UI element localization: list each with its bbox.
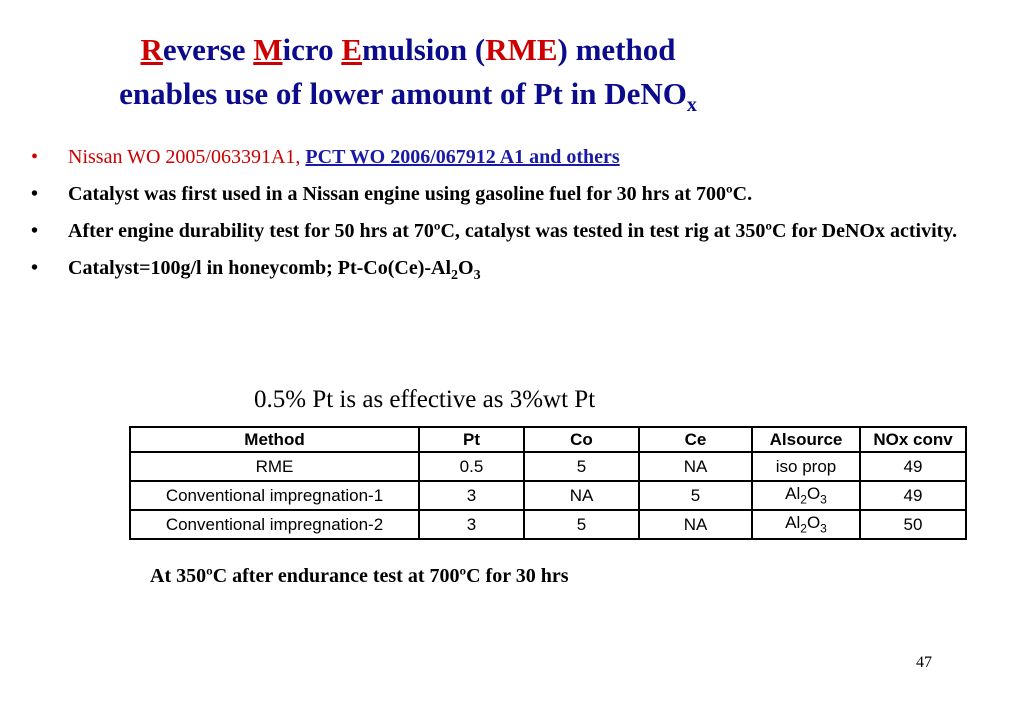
cell-pt: 3 xyxy=(419,481,524,510)
bullet-item: • After engine durability test for 50 hrs at 70ºC, catalyst was tested in test rig at 350ºC for DeNOx activity. xyxy=(31,216,971,247)
slide-title xyxy=(0,28,816,127)
cell-alsource: $Al_2O_3$ xyxy=(752,510,860,539)
bullet-item xyxy=(31,142,971,173)
table-row xyxy=(130,452,966,481)
title-line-1: Reverse Micro Emulsion (RME) method xyxy=(140,32,676,67)
title-line-2: enables use of lower amount of Pt in DeNO$_x$ xyxy=(119,76,697,117)
results-table xyxy=(129,426,967,540)
header-pt: Pt xyxy=(419,427,524,452)
table-header-row xyxy=(130,427,966,452)
cell-pt: 3 xyxy=(419,510,524,539)
cell-co: 5 xyxy=(524,452,639,481)
cell-nox-conv: 50 xyxy=(860,510,966,539)
cell-nox-conv: 49 xyxy=(860,481,966,510)
title-acronym: RME xyxy=(485,32,558,67)
cell-alsource: iso prop xyxy=(752,452,860,481)
header-nox-conv: NOx conv xyxy=(860,427,966,452)
header-co: Co xyxy=(524,427,639,452)
table-row xyxy=(130,510,966,539)
page-number: 47 xyxy=(916,654,932,671)
cell-method: RME xyxy=(130,452,419,481)
patent-reference: Nissan WO 2005/063391A1, xyxy=(68,146,306,168)
cell-method: Conventional impregnation-2 xyxy=(130,510,419,539)
cell-alsource: $Al_2O_3$ xyxy=(752,481,860,510)
cell-co: NA xyxy=(524,481,639,510)
bullet-dot: • xyxy=(31,183,39,205)
title-letter-m: M xyxy=(253,32,283,67)
table-row xyxy=(130,481,966,510)
cell-pt: 0.5 xyxy=(419,452,524,481)
cell-ce: NA xyxy=(639,452,752,481)
bullet-dot: • xyxy=(31,257,39,279)
table-caption: 0.5% Pt is as effective as 3%wt Pt xyxy=(254,386,596,413)
table-footnote: At 350ºC after endurance test at 700ºC for 30 hrs xyxy=(150,565,569,587)
cell-ce: 5 xyxy=(639,481,752,510)
header-alsource: Alsource xyxy=(752,427,860,452)
title-letter-r: R xyxy=(140,32,163,67)
cell-nox-conv: 49 xyxy=(860,452,966,481)
bullet-list xyxy=(31,142,971,297)
bullet-dot: • xyxy=(31,220,39,242)
title-letter-e: E xyxy=(341,32,363,67)
cell-method: Conventional impregnation-1 xyxy=(130,481,419,510)
header-ce: Ce xyxy=(639,427,752,452)
cell-ce: NA xyxy=(639,510,752,539)
cell-co: 5 xyxy=(524,510,639,539)
bullet-dot: • xyxy=(31,146,39,168)
bullet-item: • Catalyst=100g/l in honeycomb; $Pt-Co(Ce)-Al_2O_3$ xyxy=(31,253,971,291)
patent-link[interactable]: PCT WO 2006/067912 A1 and others xyxy=(305,146,620,168)
bullet-item: • Catalyst was first used in a Nissan engine using gasoline fuel for 30 hrs at 700ºC. xyxy=(31,179,971,210)
header-method: Method xyxy=(130,427,419,452)
